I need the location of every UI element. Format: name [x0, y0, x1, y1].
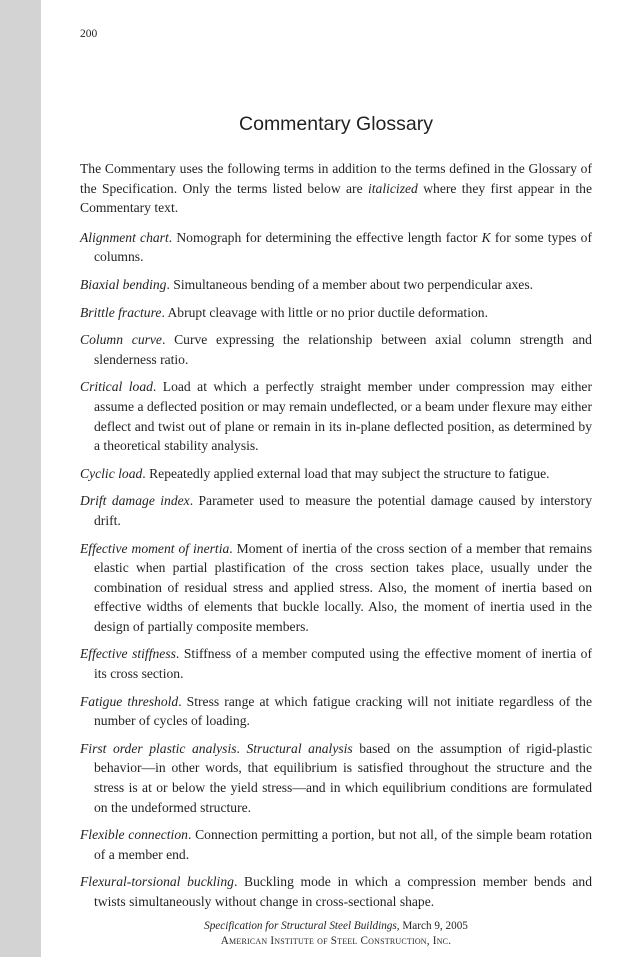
footer-spec-title: Specification for Structural Steel Buildings,	[204, 920, 400, 932]
glossary-cross-reference: Structural analysis	[246, 740, 353, 756]
intro-emphasis: italicized	[367, 180, 418, 196]
glossary-entry-effective-moment-of-inertia	[80, 539, 592, 637]
glossary-definition: . Repeatedly applied external load that may subject the structure to fatigue.	[142, 465, 550, 481]
glossary-term: First order plastic analysis	[80, 740, 237, 756]
glossary-entry-cyclic-load	[80, 464, 592, 484]
footer-spec-line	[80, 919, 592, 934]
glossary-definition: . Load at which a perfectly straight member under compression may either assume a deflected position or may remain undeflected, or a beam under flexure may either deflect and twist out of plane or remain in its in-plane deflected position, as determined by a theoretical stability analysis.	[94, 379, 592, 454]
glossary-entry-critical-load	[80, 377, 592, 455]
glossary-entry-first-order-plastic-analysis	[80, 739, 592, 817]
glossary-term: Column curve	[80, 332, 162, 348]
page-margin-bar	[0, 0, 41, 957]
glossary-entry-brittle-fracture	[80, 303, 592, 323]
glossary-definition: . Buckling mode in which a compression member bends and twists simultaneously without change in cross-sectional shape.	[94, 874, 593, 909]
glossary-term: Critical load	[80, 379, 153, 395]
glossary-entry-fatigue-threshold	[80, 692, 592, 731]
glossary-entry-biaxial-bending	[80, 275, 592, 295]
glossary-term: Alignment chart	[80, 229, 169, 245]
footer-date: March 9, 2005	[399, 920, 468, 932]
glossary-definition: . Stiffness of a member computed using the effective moment of inertia of its cross section.	[94, 646, 592, 682]
glossary-content	[80, 159, 592, 920]
glossary-definition: . Moment of inertia of the cross section of a member that remains elastic when partial plastification of the cross section takes place, usually under the combination of residual stress and applied stress. Also, the moment of inertia based on effective widths of elements that buckle locally. Also, the moment of inertia used in the design of partially composite members.	[94, 540, 592, 634]
glossary-term: Brittle fracture	[80, 304, 162, 320]
intro-text-after: where they first appear in the Commentary text.	[80, 180, 592, 216]
glossary-term: Effective moment of inertia	[80, 540, 230, 556]
glossary-definition-rest: based on the assumption of rigid-plastic behavior—in other words, that equilibrium is satisfied throughout the structure and the stress is at or below the yield stress—and in which equilibrium conditions are formulated on the undeformed structure.	[94, 740, 593, 815]
glossary-term: Flexural-torsional buckling	[80, 874, 234, 890]
glossary-definition: .	[236, 740, 247, 756]
glossary-term: Flexible connection	[80, 827, 188, 843]
glossary-variable: K	[481, 229, 491, 245]
glossary-entry-flexible-connection	[80, 825, 592, 864]
glossary-entry-alignment-chart	[80, 228, 592, 267]
glossary-term: Cyclic load	[80, 465, 143, 481]
glossary-definition: . Connection permitting a portion, but not all, of the simple beam rotation of a member end.	[94, 827, 592, 862]
glossary-entry-drift-damage-index	[80, 491, 592, 530]
glossary-entry-column-curve	[80, 330, 592, 369]
glossary-entry-flexural-torsional-buckling	[80, 872, 592, 911]
glossary-definition: . Abrupt cleavage with little or no prior ductile deformation.	[161, 304, 488, 320]
page-number: 200	[80, 28, 98, 40]
glossary-term: Effective stiffness	[80, 646, 176, 662]
page-title: Commentary Glossary	[239, 113, 433, 135]
glossary-definition: . Stress range at which fatigue cracking will not initiate regardless of the number of cycles of loading.	[94, 693, 592, 729]
glossary-definition: . Nomograph for determining the effective length factor	[168, 229, 482, 245]
footer-organization: American Institute of Steel Construction, Inc.	[220, 934, 452, 947]
glossary-term: Drift damage index	[80, 493, 190, 509]
glossary-term: Biaxial bending	[80, 276, 167, 292]
glossary-definition: . Parameter used to measure the potential damage caused by interstory drift.	[94, 493, 592, 528]
glossary-definition-rest: for some types of columns.	[94, 229, 592, 265]
page-footer	[80, 919, 592, 948]
intro-paragraph	[80, 159, 592, 218]
glossary-entry-effective-stiffness	[80, 644, 592, 683]
intro-text-before: The Commentary uses the following terms in addition to the terms defined in the Glossary of the Specification. Only the terms listed below are	[80, 161, 592, 196]
glossary-definition: . Curve expressing the relationship between axial column strength and slenderness ratio.	[94, 332, 592, 367]
glossary-definition: . Simultaneous bending of a member about two perpendicular axes.	[166, 276, 534, 292]
glossary-term: Fatigue threshold	[80, 693, 179, 709]
